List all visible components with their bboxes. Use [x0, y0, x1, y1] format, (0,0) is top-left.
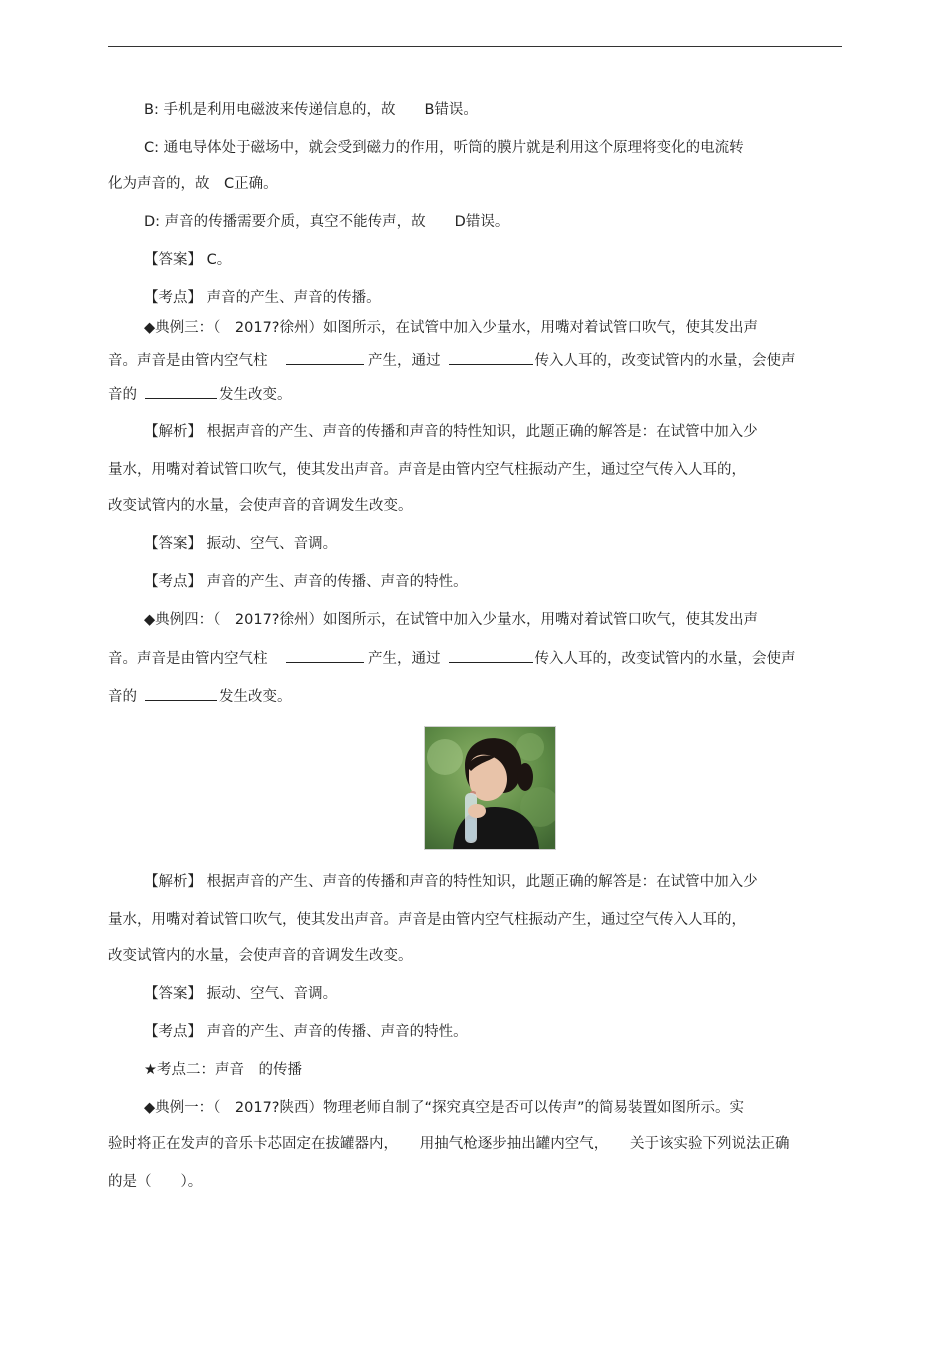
photo-illustration	[425, 727, 555, 849]
girl-blowing-test-tube-photo	[424, 726, 556, 850]
example-four-analysis-end: 改变试管内的水量，会使声音的音调发生改变。	[108, 948, 413, 964]
text-segment: 音。声音是由管内空气柱	[108, 353, 282, 369]
example-three-analysis-end: 改变试管内的水量，会使声音的音调发生改变。	[108, 498, 413, 514]
option-c-analysis: C: 通电导体处于磁场中，就会受到磁力的作用，听筒的膜片就是利用这个原理将变化的电流转	[144, 140, 744, 156]
example-three-question-end	[108, 384, 292, 405]
example-four-analysis-cont: 量水，用嘴对着试管口吹气，使其发出声音。声音是由管内空气柱振动产生，通过空气传入人耳的，	[108, 912, 746, 928]
blank-3	[145, 384, 217, 399]
example-three-analysis: 【解析】 根据声音的产生、声音的传播和声音的特性知识，此题正确的解答是：在试管中加入少	[144, 424, 758, 440]
topic-line: 【考点】 声音的产生、声音的传播。	[144, 290, 381, 306]
text-segment: 产生，通过	[368, 353, 441, 369]
example-one-question-end: 的是（ ）。	[108, 1174, 203, 1190]
text-segment: 发生改变。	[219, 387, 292, 403]
section-heading-sound-propagation: ★考点二：声音 的传播	[144, 1062, 302, 1078]
example-four-question: ◆典例四：（ 2017?徐州）如图所示，在试管中加入少量水，用嘴对着试管口吹气，使其发出声	[144, 612, 758, 628]
text-segment: 音。声音是由管内空气柱	[108, 651, 282, 667]
text-segment: 传入人耳的，改变试管内的水量，会使声	[534, 651, 796, 667]
example-three-answer: 【答案】 振动、空气、音调。	[144, 536, 338, 552]
blank-4	[286, 648, 364, 663]
example-three-question: ◆典例三：（ 2017?徐州）如图所示，在试管中加入少量水，用嘴对着试管口吹气，使其发出声	[144, 320, 758, 336]
text-segment: 传入人耳的，改变试管内的水量，会使声	[534, 353, 796, 369]
example-four-question-end	[108, 686, 292, 707]
text-segment: 产生，通过	[368, 651, 441, 667]
header-rule	[108, 46, 842, 47]
example-three-topic: 【考点】 声音的产生、声音的传播、声音的特性。	[144, 574, 468, 590]
option-d-analysis: D: 声音的传播需要介质，真空不能传声，故 D错误。	[144, 214, 510, 230]
option-b-analysis: B: 手机是利用电磁波来传递信息的，故 B错误。	[144, 102, 478, 118]
answer-line: 【答案】 C。	[144, 252, 232, 268]
example-four-answer: 【答案】 振动、空气、音调。	[144, 986, 338, 1002]
example-three-question-cont	[108, 350, 796, 371]
example-four-topic: 【考点】 声音的产生、声音的传播、声音的特性。	[144, 1024, 468, 1040]
blank-6	[145, 686, 217, 701]
example-three-analysis-cont: 量水，用嘴对着试管口吹气，使其发出声音。声音是由管内空气柱振动产生，通过空气传入人耳的，	[108, 462, 746, 478]
example-four-analysis: 【解析】 根据声音的产生、声音的传播和声音的特性知识，此题正确的解答是：在试管中加入少	[144, 874, 758, 890]
text-segment: 音的	[108, 387, 137, 403]
blank-1	[286, 350, 364, 365]
example-four-question-cont	[108, 648, 796, 669]
text-segment: 发生改变。	[219, 689, 292, 705]
text-segment: 音的	[108, 689, 137, 705]
blank-2	[449, 350, 533, 365]
example-one-question: ◆典例一：（ 2017?陕西）物理老师自制了“探究真空是否可以传声”的简易装置如图所示。实	[144, 1100, 745, 1116]
example-one-question-cont: 验时将正在发声的音乐卡芯固定在拔罐器内， 用抽气枪逐步抽出罐内空气， 关于该实验下列说法正确	[108, 1136, 790, 1152]
blank-5	[449, 648, 533, 663]
option-c-analysis-cont: 化为声音的，故 C正确。	[108, 176, 278, 192]
